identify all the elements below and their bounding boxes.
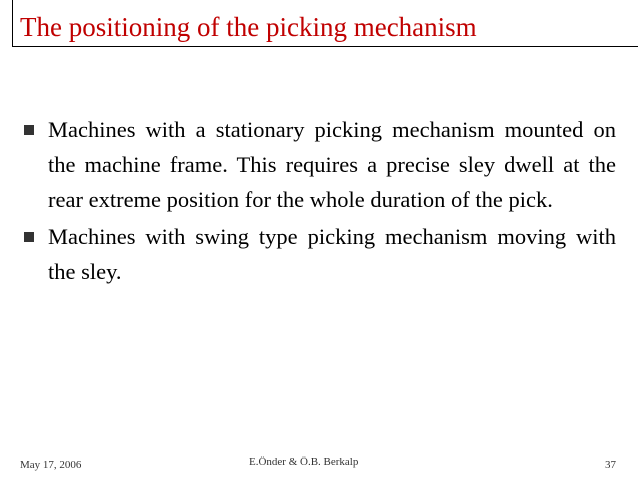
bullet-item-swing bbox=[18, 219, 616, 289]
title-divider bbox=[12, 46, 638, 47]
slide-title: The positioning of the picking mechanism bbox=[20, 12, 477, 42]
square-bullet-icon bbox=[24, 232, 34, 242]
bullet-text: Machines with swing type picking mechanism moving with the sley. bbox=[48, 224, 616, 284]
square-bullet-icon bbox=[24, 125, 34, 135]
page-number: 37 bbox=[605, 459, 616, 471]
bullet-list bbox=[18, 112, 616, 291]
footer-date: May 17, 2006 bbox=[20, 459, 82, 471]
bullet-item-stationary bbox=[18, 112, 616, 217]
footer-authors: E.Önder & Ö.B. Berkalp bbox=[249, 456, 359, 468]
bullet-text: Machines with a stationary picking mechanism mounted on the machine frame. This requires a precise sley dwell at the rear extreme position for the whole duration of the pick. bbox=[48, 117, 616, 212]
title-vertical-rule bbox=[12, 0, 13, 46]
